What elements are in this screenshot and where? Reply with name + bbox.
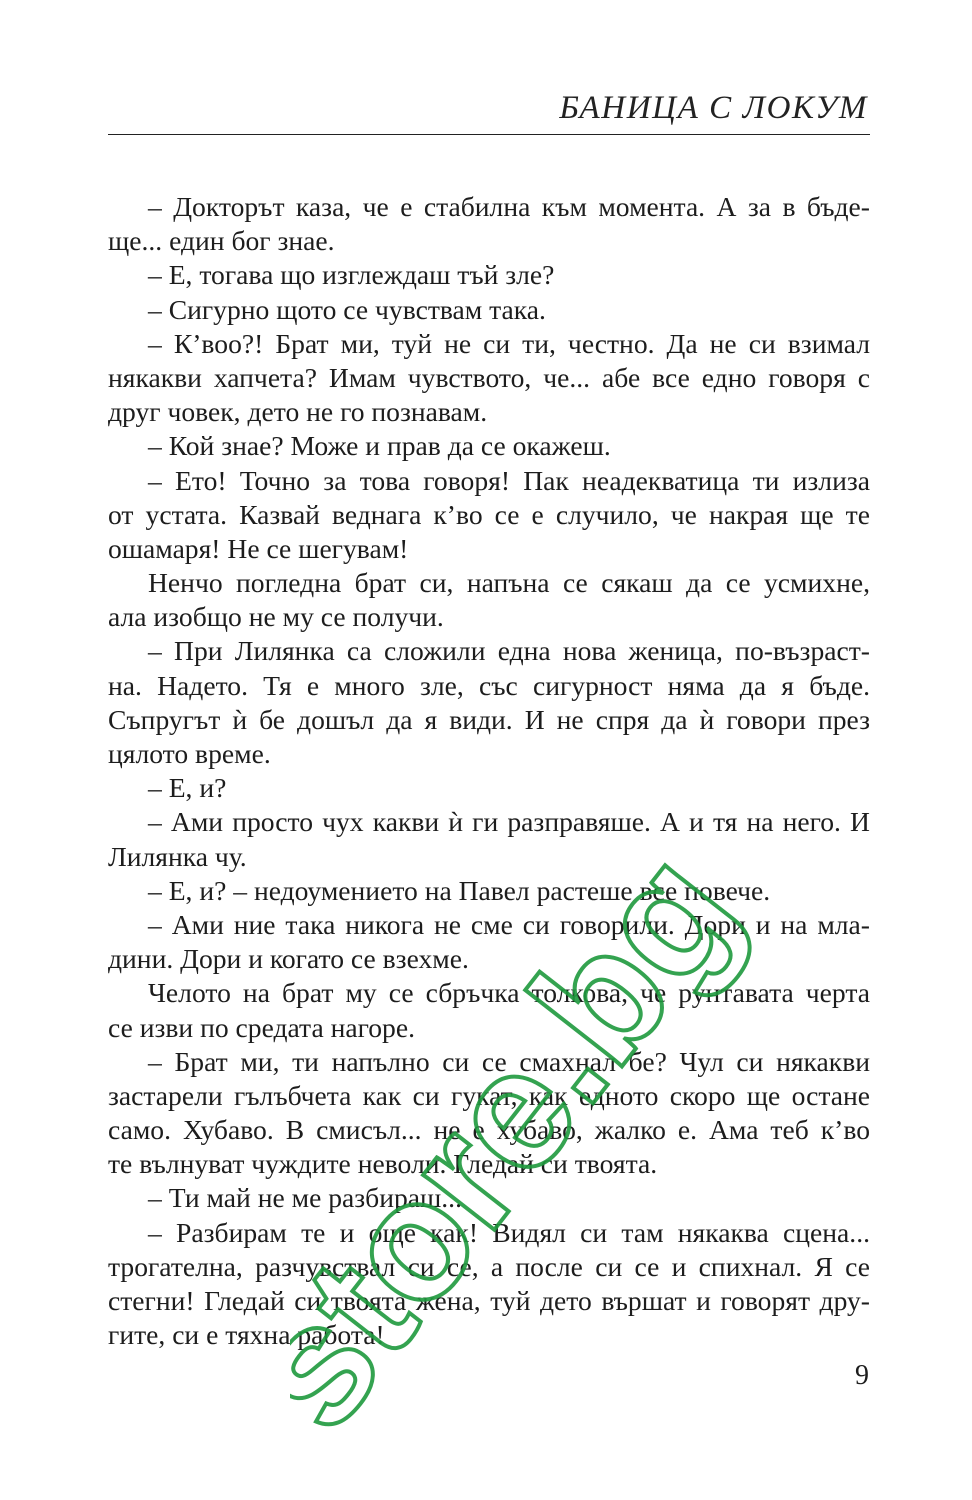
text-line: – Ами просто чух какви ѝ ги разправяше. А и тя на него. И bbox=[148, 806, 870, 838]
text-line: – При Лилянка са сложили една нова женица, по-възраст- bbox=[148, 635, 870, 667]
text-line: Съпругът ѝ бе дошъл да я види. И не спря да ѝ говори през bbox=[108, 703, 870, 735]
text-line: Ненчо погледна брат си, напъна се сякаш да се усмихне, bbox=[148, 567, 870, 599]
text-line: от устата. Казвай веднага к’во се е случило, че накрая ще те bbox=[108, 498, 870, 530]
running-header bbox=[108, 84, 870, 135]
text-line: – Брат ми, ти напълно си се смахнал бе? Чул си някакви bbox=[148, 1045, 870, 1077]
text-line: Лилянка чу. bbox=[108, 840, 247, 872]
text-line: – Сигурно щото се чувствам така. bbox=[148, 293, 546, 325]
running-header-title: БАНИЦА С ЛОКУМ bbox=[559, 90, 868, 126]
text-line: Челото на брат му се сбръчка толкова, че рунтавата черта bbox=[148, 977, 870, 1009]
text-line: – Докторът каза, че е стабилна към момента. А за в бъде- bbox=[148, 191, 870, 222]
page-number: 9 bbox=[855, 1360, 869, 1391]
watermark-text: store.bg bbox=[290, 840, 773, 1463]
text-line: – Ето! Точно за това говоря! Пак неадекватица ти излиза bbox=[148, 464, 870, 496]
text-line: – Кой знае? Може и прав да се окажеш. bbox=[148, 430, 611, 462]
text-line: трогателна, разчувствал си се, а после си се и спихнал. Я се bbox=[108, 1250, 870, 1282]
text-line: – Е, тогава що изглеждаш тъй зле? bbox=[148, 259, 555, 291]
text-line: застарели гълъбчета как си гукат, как едното скоро ще остане bbox=[108, 1079, 870, 1111]
text-line: някакви хапчета? Имам чувството, че... абе все едно говоря с bbox=[108, 361, 870, 393]
text-line: ала изобщо не му се получи. bbox=[108, 601, 444, 633]
text-line: се изви по средата нагоре. bbox=[108, 1011, 415, 1043]
text-line: стегни! Гледай си твоята жена, туй дето вършат и говорят дру- bbox=[108, 1285, 870, 1316]
text-line: дини. Дори и когато се взехме. bbox=[108, 943, 469, 975]
text-line: ошамаря! Не се шегувам! bbox=[108, 532, 409, 564]
text-line: цялото време. bbox=[108, 738, 271, 769]
text-line: те вълнуват чуждите неволи. Гледай си твоята. bbox=[108, 1148, 658, 1180]
text-line: – Е, и? bbox=[148, 772, 227, 804]
text-line: – Ами ние така никога не сме си говорили. Дори и на мла- bbox=[148, 908, 870, 940]
text-line: друг човек, дето не го познавам. bbox=[108, 396, 488, 428]
text-line: – К’воо?! Брат ми, туй не си ти, честно. Да не си взимал bbox=[148, 327, 870, 359]
text-line: на. Надето. Тя е много зле, със сигурност няма да я бъде. bbox=[108, 669, 870, 701]
text-line: – Ти май не ме разбираш... bbox=[148, 1182, 462, 1214]
body-text bbox=[108, 190, 870, 1352]
text-line: само. Хубаво. В смисъл... не е хубаво, жалко е. Ама теб к’во bbox=[108, 1114, 870, 1146]
text-line: ще... един бог знае. bbox=[108, 225, 335, 257]
text-line: гите, си е тяхна работа! bbox=[108, 1319, 385, 1351]
text-line: – Разбирам те и още как! Видял си там някаква сцена... bbox=[148, 1216, 870, 1248]
text-line: – Е, и? – недоумението на Павел растеше все повече. bbox=[148, 874, 771, 906]
